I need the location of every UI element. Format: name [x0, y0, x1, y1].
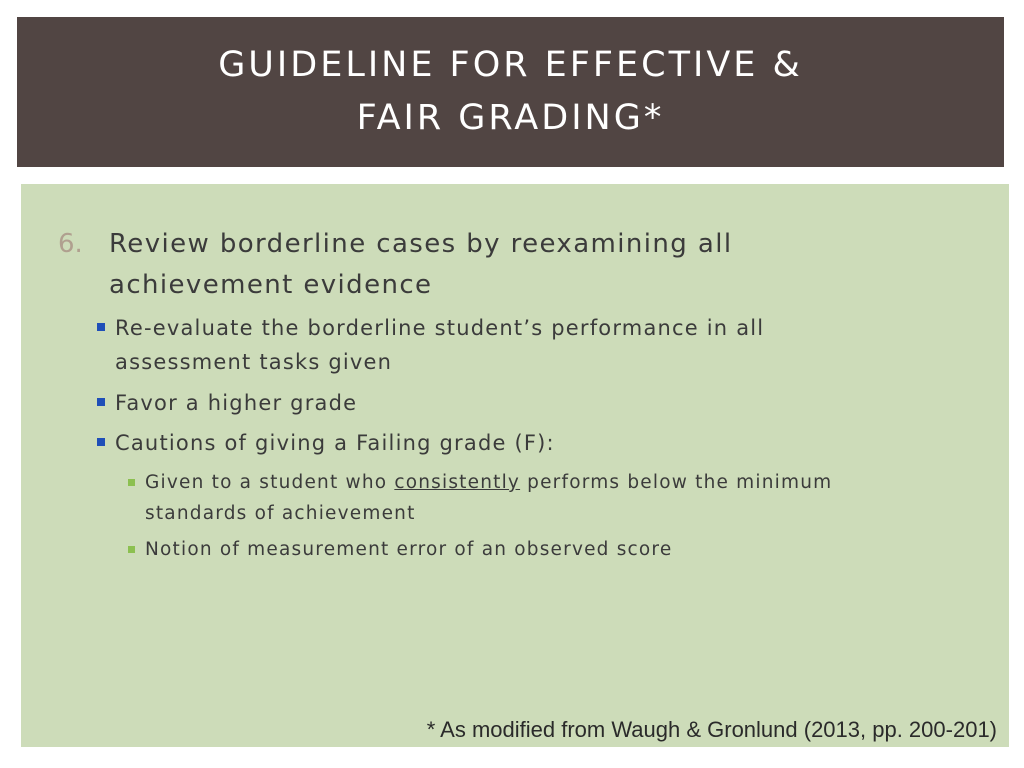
sub-item-2: Favor a higher grade	[115, 391, 358, 415]
sub-sub-item-1-line-1	[145, 467, 832, 498]
sub-item-1-line-2: assessment tasks given	[115, 350, 393, 374]
sub-sub-item-1-line-2: standards of achievement	[145, 503, 416, 524]
square-bullet-icon	[128, 546, 135, 553]
slide-title-line-1: GUIDELINE FOR EFFECTIVE &	[218, 45, 803, 85]
emphasis-consistently: consistently	[394, 472, 521, 493]
main-item-line-2: achievement evidence	[109, 270, 433, 300]
square-bullet-icon	[97, 398, 105, 406]
square-bullet-icon	[128, 479, 135, 486]
sub-item-1-line-1: Re-evaluate the borderline student’s performance in all	[115, 316, 765, 340]
item-number: 6.	[58, 229, 83, 259]
slide-title-line-2: FAIR GRADING*	[356, 98, 665, 138]
sub-sub-item-2: Notion of measurement error of an observed score	[145, 539, 673, 560]
square-bullet-icon	[97, 438, 105, 446]
footnote-citation: * As modified from Waugh & Gronlund (2013, pp. 200-201)	[426, 717, 997, 742]
sub-sub-item-1-text-before: Given to a student who	[145, 472, 395, 493]
square-bullet-icon	[97, 323, 105, 331]
main-item-line-1: Review borderline cases by reexamining all	[109, 229, 733, 259]
title-bar	[17, 17, 1004, 167]
content-area	[21, 184, 1009, 747]
sub-item-3: Cautions of giving a Failing grade (F):	[115, 431, 555, 455]
sub-sub-item-1-text-after: performs below the minimum	[520, 472, 833, 493]
